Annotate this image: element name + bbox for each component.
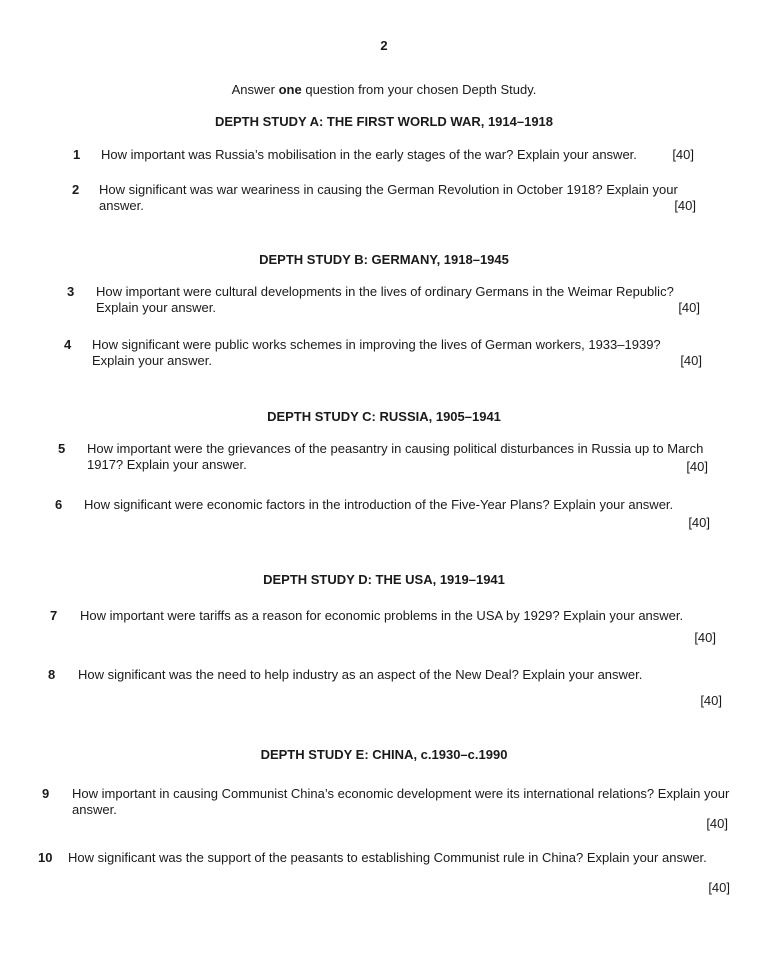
section-heading-a: DEPTH STUDY A: THE FIRST WORLD WAR, 1914–1918 [214,114,554,129]
section-heading-e: DEPTH STUDY E: CHINA, c.1930–c.1990 [260,747,508,762]
question-marks: [40] [694,630,716,645]
question-text: How important were the grievances of the peasantry in causing political disturbances in Russia up to March 1917? Explain your answer. [87,441,704,472]
question-marks: [40] [674,198,696,213]
question-2 [0,182,768,216]
question-number: 10 [38,850,53,865]
question-text: How important was Russia’s mobilisation in the early stages of the war? Explain your answer. [101,147,637,162]
question-text: How significant was the support of the peasants to establishing Communist rule in China? Explain your answer. [68,850,707,865]
instruction: Answer one question from your chosen Depth Study. [231,82,537,97]
question-number: 7 [50,608,58,623]
question-marks: [40] [688,515,710,530]
question-number: 2 [72,182,80,197]
question-number: 3 [67,284,75,299]
question-number: 6 [55,497,63,512]
question-marks: [40] [672,147,694,162]
question-marks: [40] [700,693,722,708]
question-marks: [40] [678,300,700,315]
question-marks: [40] [680,353,702,368]
section-heading-b: DEPTH STUDY B: GERMANY, 1918–1945 [259,252,509,267]
question-number: 5 [58,441,66,456]
question-text: How significant was the need to help industry as an aspect of the New Deal? Explain your answer. [78,667,643,682]
instruction-emphasis: one [278,82,302,97]
question-9 [0,786,768,830]
section-heading-d: DEPTH STUDY D: THE USA, 1919–1941 [263,572,505,587]
question-1 [0,147,768,165]
question-6 [0,497,768,531]
question-text: How important were cultural developments in the lives of ordinary Germans in the Weimar Republic? Explain your answer. [96,284,674,315]
question-8 [0,667,768,711]
question-7 [0,608,768,646]
question-text: How important in causing Communist China’s economic development were its international relations? Explain your answer. [72,786,730,817]
question-3 [0,284,768,318]
question-number: 4 [64,337,72,352]
question-text: How significant were public works schemes in improving the lives of German workers, 1933–1939? Explain your answer. [92,337,661,368]
question-marks: [40] [706,816,728,831]
question-4 [0,337,768,371]
page-number: 2 [380,38,388,53]
question-marks: [40] [708,880,730,895]
question-text: How significant was war weariness in causing the German Revolution in October 1918? Explain your answer. [99,182,678,213]
question-5 [0,441,768,475]
question-marks: [40] [686,459,708,474]
question-number: 9 [42,786,50,801]
question-text: How important were tariffs as a reason for economic problems in the USA by 1929? Explain your answer. [80,608,684,623]
question-number: 1 [73,147,81,162]
question-number: 8 [48,667,56,682]
question-10 [0,850,768,896]
question-text: How significant were economic factors in the introduction of the Five-Year Plans? Explain your answer. [84,497,674,512]
section-heading-c: DEPTH STUDY C: RUSSIA, 1905–1941 [267,409,501,424]
